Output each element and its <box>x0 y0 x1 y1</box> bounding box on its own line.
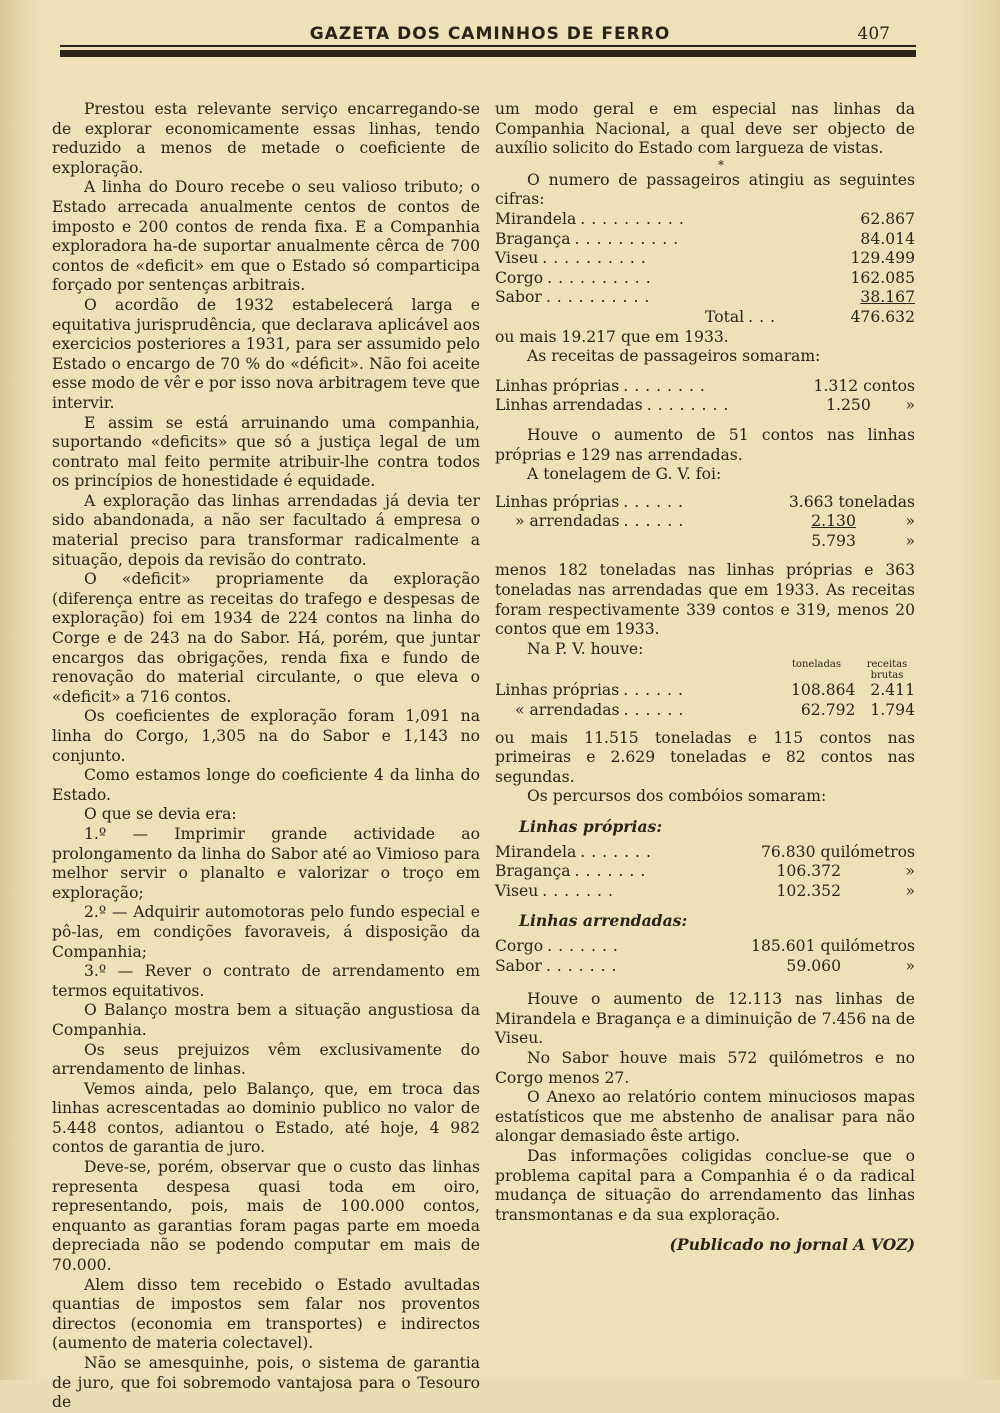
pv-table <box>495 681 915 720</box>
paragraph: O que se devia era: <box>84 805 237 824</box>
paragraph: 2.º — Adquirir automotoras pelo fundo especial e pô-las, em condições favoraveis, á disposição da Companhia; <box>52 903 480 961</box>
paragraph: A exploração das linhas arrendadas já devia ter sido abandonada, a não ser facultado á empresa o material preciso para transformar radicalmente a situação, depois da revisão do contrato. <box>52 491 480 569</box>
paragraph: ou mais 19.217 que em 1933. <box>495 327 729 346</box>
pv-column-headers: toneladas receitas brutas <box>791 659 908 682</box>
paragraph: Não se amesquinhe, pois, o sistema de garantia de juro, que foi sobremodo vantajosa para o Tesouro de <box>52 1354 480 1412</box>
header-rule-thin <box>60 45 916 47</box>
header-rule <box>60 50 916 57</box>
paragraph: Prestou esta relevante serviço encarregando-se de explorar economicamente essas linhas, tendo reduzido a menos de metade o coeficiente de exploração. <box>52 100 480 177</box>
table-row: Linhas próprias ...... 3.663 toneladas <box>495 492 915 511</box>
gv-table <box>495 493 915 552</box>
paragraph: Alem disso tem recebido o Estado avultadas quantias de impostos sem falar nos proventos directos (economia em transportes) e indirectos (aumento de materia colectavel). <box>52 1275 480 1353</box>
table-row: Mirandela .......... 62.867 <box>495 209 915 228</box>
table-row: » arrendadas ...... 2.130 » <box>515 512 915 531</box>
paragraph: menos 182 toneladas nas linhas próprias e 363 toneladas nas arrendadas que em 1933. As receitas foram respectivamente 339 contos e 319, menos 20 contos que em 1933. <box>495 561 915 639</box>
section-star: * <box>718 157 724 172</box>
leased-lines-table <box>495 937 915 976</box>
table-row: Viseu .......... 129.499 <box>495 249 915 268</box>
paragraph: A tonelagem de G. V. foi: <box>527 465 722 484</box>
paragraph: Das informações coligidas conclue-se que o problema capital para a Companhia é o da radical mudança de situação do arrendamento das linhas transmontanas e da sua exploração. <box>495 1146 915 1224</box>
paragraph: 3.º — Rever o contrato de arrendamento em termos equitativos. <box>52 962 480 1000</box>
journal-title: GAZETA DOS CAMINHOS DE FERRO <box>309 24 671 44</box>
paragraph: Como estamos longe do coeficiente 4 da linha do Estado. <box>52 766 480 804</box>
paragraph: Os coeficientes de exploração foram 1,091 na linha do Corgo, 1,305 na do Sabor e 1,143 no conjunto. <box>52 707 480 765</box>
paragraph: O Anexo ao relatório contem minuciosos mapas estatísticos que me abstenho de analisar para não alongar demasiado êste artigo. <box>495 1088 915 1146</box>
passengers-table <box>495 210 915 328</box>
table-row: Bragança .......... 84.014 <box>495 229 915 248</box>
table-row: Linhas arrendadas ........ 1.250 » <box>495 396 915 415</box>
paragraph: Deve-se, porém, observar que o custo das linhas representa despesa quasi toda em oiro, representando, pois, mais de 100.000 contos, enquanto as garantias foram pagas parte em moeda depreciada não se podendo computar em mais de 70.000. <box>52 1158 480 1275</box>
table-row: Bragança ....... 106.372 » <box>495 862 915 881</box>
table-row: Corgo ....... 185.601 quilómetros <box>495 936 915 955</box>
paragraph: um modo geral e em especial nas linhas da Companhia Nacional, a qual deve ser objecto de auxílio solicito do Estado com largueza de vistas. <box>495 100 915 158</box>
paragraph: Os percursos dos combóios somaram: <box>527 787 827 806</box>
total-row: Total ... 476.632 <box>705 307 915 326</box>
paragraph: Na P. V. houve: <box>527 639 644 658</box>
paragraph: O Balanço mostra bem a situação angustiosa da Companhia. <box>52 1001 480 1039</box>
paragraph: As receitas de passageiros somaram: <box>527 347 821 366</box>
paragraph: O numero de passageiros atingiu as seguintes cifras: <box>495 170 915 209</box>
paragraph: O «deficit» propriamente da exploração (diferença entre as receitas do trafego e despesas de exploração) foi em 1934 de 224 contos na linha do Corge e de 243 na do Sabor. Há, porém, que juntar encargos das obrigações, renda fixa e fundo de renovação do material circulante, o que eleva o «deficit» a 716 contos. <box>52 570 480 706</box>
subheading-own-lines: Linhas próprias: <box>519 817 663 836</box>
source-note: (Publicado no jornal A VOZ) <box>669 1235 915 1255</box>
table-row: Linhas próprias ........ 1.312 contos <box>495 376 915 395</box>
table-row: Sabor .......... 38.167 <box>495 288 915 307</box>
paragraph: E assim se está arruinando uma companhia, suportando «deficits» que só a justiça legal de um contrato mal feito permite atribuir-lhe contra todos os princípios de honestidade é equidade. <box>52 413 480 491</box>
table-row: Viseu ....... 102.352 » <box>495 881 915 900</box>
own-lines-table <box>495 843 915 902</box>
receipts-table <box>495 377 915 416</box>
table-row: Corgo .......... 162.085 <box>495 268 915 287</box>
table-row: Mirandela ....... 76.830 quilómetros <box>495 842 915 861</box>
paragraph: No Sabor houve mais 572 quilómetros e no Corgo menos 27. <box>495 1048 915 1087</box>
paragraph: 1.º — Imprimir grande actividade ao prolongamento da linha do Sabor até ao Vimioso para melhor servir o planalto e valorizar o troço em exploração; <box>52 824 480 902</box>
table-row: Linhas próprias ...... 108.864 2.411 <box>495 681 915 700</box>
right-column <box>495 100 915 1255</box>
paragraph: ou mais 11.515 toneladas e 115 contos nas primeiras e 2.629 toneladas e 82 contos nas segundas. <box>495 728 915 786</box>
page-number: 407 <box>857 24 890 44</box>
paragraph: Os seus prejuizos vêm exclusivamente do arrendamento de linhas. <box>52 1040 480 1079</box>
table-row: Sabor ....... 59.060 » <box>495 956 915 975</box>
subheading-leased-lines: Linhas arrendadas: <box>519 911 688 931</box>
paragraph: A linha do Douro recebe o seu valioso tributo; o Estado arrecada anualmente centos de contos de imposto e 200 contos de renda fixa. E a Companhia exploradora ha-de suportar anualmente cêrca de 700 contos de «deficit» em que o Estado só comparticipa forçado por sentenças arbitrais. <box>52 178 480 295</box>
paragraph: Vemos ainda, pelo Balanço, que, em troca das linhas acrescentadas ao dominio publico no valor de 5.448 contos, adiantou o Estado, até hoje, 4 982 contos de garantia de juro. <box>52 1079 480 1157</box>
paragraph: Houve o aumento de 51 contos nas linhas próprias e 129 nas arrendadas. <box>495 425 915 464</box>
table-row: « arrendadas ...... 62.792 1.794 <box>515 701 915 720</box>
left-column <box>52 100 480 1413</box>
paragraph: O acordão de 1932 estabelecerá larga e equitativa jurisprudência, que declarava aplicável aos exercicios posteriores a 1931, para ser assumido pelo Estado o encargo de 70 % do «déficit». Não foi aceite esse modo de vêr e por isso nova arbitragem teve que intervir. <box>52 295 480 412</box>
total-row: 5.793 » <box>811 531 915 550</box>
paragraph: Houve o aumento de 12.113 nas linhas de Mirandela e Bragança e a diminuição de 7.456 na de Viseu. <box>495 990 915 1048</box>
